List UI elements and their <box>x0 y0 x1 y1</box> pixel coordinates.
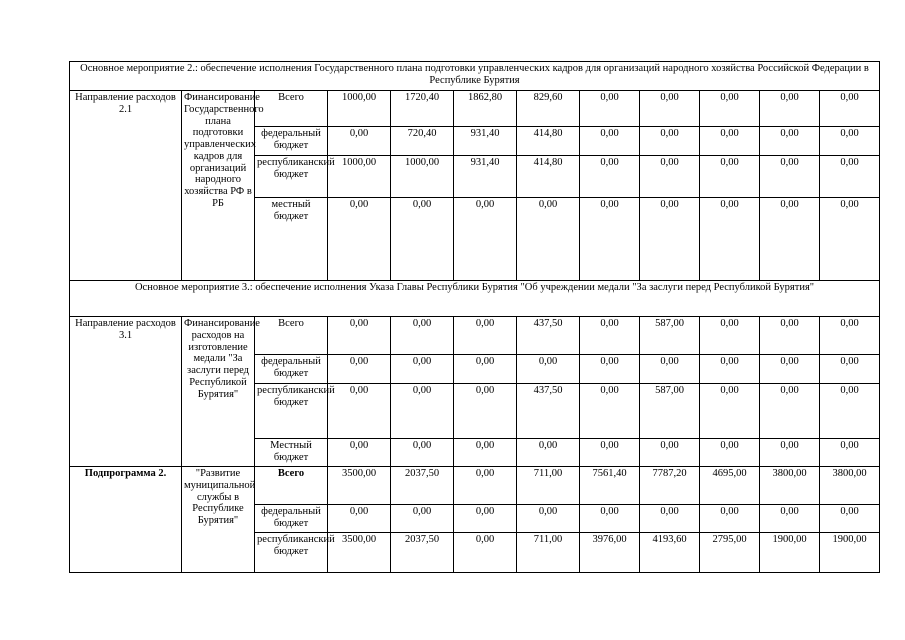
value-cell: 711,00 <box>517 533 580 573</box>
value-cell: 0,00 <box>760 156 820 198</box>
subprogram-description: "Развитие муниципальной службы в Республике Бурятия" <box>182 467 255 573</box>
value-cell: 0,00 <box>391 384 454 439</box>
value-cell: 1720,40 <box>391 91 454 127</box>
source-label: Всего <box>255 91 328 127</box>
value-cell: 0,00 <box>700 384 760 439</box>
value-cell: 0,00 <box>580 127 640 156</box>
value-cell: 414,80 <box>517 156 580 198</box>
value-cell: 0,00 <box>700 439 760 467</box>
value-cell: 0,00 <box>580 198 640 281</box>
value-cell: 2795,00 <box>700 533 760 573</box>
value-cell: 0,00 <box>820 156 880 198</box>
source-label: Местный бюджет <box>255 439 328 467</box>
source-label: Всего <box>255 467 328 505</box>
source-label: федеральный бюджет <box>255 505 328 533</box>
section2-direction: Направление расходов 3.1 <box>70 317 182 467</box>
value-cell: 3500,00 <box>328 467 391 505</box>
value-cell: 0,00 <box>640 156 700 198</box>
value-cell: 0,00 <box>640 355 700 384</box>
value-cell: 0,00 <box>517 198 580 281</box>
value-cell: 0,00 <box>454 467 517 505</box>
value-cell: 1900,00 <box>820 533 880 573</box>
value-cell: 0,00 <box>580 439 640 467</box>
value-cell: 0,00 <box>454 505 517 533</box>
value-cell: 0,00 <box>700 156 760 198</box>
value-cell: 4695,00 <box>700 467 760 505</box>
source-label: федеральный бюджет <box>255 355 328 384</box>
value-cell: 437,50 <box>517 317 580 355</box>
value-cell: 0,00 <box>820 317 880 355</box>
value-cell: 0,00 <box>580 384 640 439</box>
value-cell: 0,00 <box>454 384 517 439</box>
value-cell: 0,00 <box>760 91 820 127</box>
value-cell: 0,00 <box>580 317 640 355</box>
value-cell: 1900,00 <box>760 533 820 573</box>
value-cell: 0,00 <box>328 355 391 384</box>
value-cell: 720,40 <box>391 127 454 156</box>
value-cell: 7561,40 <box>580 467 640 505</box>
value-cell: 0,00 <box>580 91 640 127</box>
source-label: местный бюджет <box>255 198 328 281</box>
value-cell: 0,00 <box>700 317 760 355</box>
value-cell: 931,40 <box>454 156 517 198</box>
value-cell: 0,00 <box>640 198 700 281</box>
value-cell: 1000,00 <box>328 156 391 198</box>
value-cell: 0,00 <box>454 317 517 355</box>
value-cell: 0,00 <box>580 156 640 198</box>
value-cell: 931,40 <box>454 127 517 156</box>
value-cell: 0,00 <box>391 505 454 533</box>
value-cell: 0,00 <box>700 198 760 281</box>
value-cell: 0,00 <box>820 355 880 384</box>
value-cell: 0,00 <box>760 317 820 355</box>
value-cell: 0,00 <box>640 91 700 127</box>
value-cell: 0,00 <box>820 439 880 467</box>
value-cell: 414,80 <box>517 127 580 156</box>
value-cell: 0,00 <box>820 127 880 156</box>
value-cell: 0,00 <box>760 355 820 384</box>
value-cell: 3800,00 <box>760 467 820 505</box>
source-label: федеральный бюджет <box>255 127 328 156</box>
value-cell: 587,00 <box>640 384 700 439</box>
value-cell: 3500,00 <box>328 533 391 573</box>
value-cell: 2037,50 <box>391 467 454 505</box>
value-cell: 0,00 <box>700 127 760 156</box>
source-label: республиканский бюджет <box>255 533 328 573</box>
value-cell: 0,00 <box>820 91 880 127</box>
value-cell: 0,00 <box>454 355 517 384</box>
financing-table <box>69 61 880 573</box>
value-cell: 0,00 <box>454 198 517 281</box>
source-label: республиканский бюджет <box>255 156 328 198</box>
value-cell: 0,00 <box>454 439 517 467</box>
section1-direction: Направление расходов 2.1 <box>70 91 182 281</box>
value-cell: 0,00 <box>700 91 760 127</box>
value-cell: 0,00 <box>640 127 700 156</box>
value-cell: 0,00 <box>454 533 517 573</box>
value-cell: 0,00 <box>820 505 880 533</box>
value-cell: 0,00 <box>517 505 580 533</box>
section1-description: Финансирование Государственного плана подготовки управленческих кадров для организаций народного хозяйства РФ в РБ <box>182 91 255 281</box>
value-cell: 587,00 <box>640 317 700 355</box>
value-cell: 0,00 <box>640 439 700 467</box>
value-cell: 0,00 <box>820 384 880 439</box>
value-cell: 0,00 <box>580 505 640 533</box>
value-cell: 2037,50 <box>391 533 454 573</box>
value-cell: 0,00 <box>328 317 391 355</box>
value-cell: 0,00 <box>328 198 391 281</box>
subprogram-name: Подпрограмма 2. <box>70 467 182 573</box>
value-cell: 0,00 <box>328 127 391 156</box>
value-cell: 1862,80 <box>454 91 517 127</box>
value-cell: 0,00 <box>760 198 820 281</box>
value-cell: 0,00 <box>580 355 640 384</box>
section2-title: Основное мероприятие 3.: обеспечение исполнения Указа Главы Республики Бурятия "Об учреждении медали "За заслуги перед Республикой Бурятия" <box>70 281 880 317</box>
value-cell: 0,00 <box>760 505 820 533</box>
value-cell: 1000,00 <box>328 91 391 127</box>
section1-title: Основное мероприятие 2.: обеспечение исполнения Государственного плана подготовки управленческих кадров для организаций народного хозяйства Российской Федерации в Республике Бурятия <box>70 62 880 91</box>
value-cell: 437,50 <box>517 384 580 439</box>
value-cell: 0,00 <box>517 439 580 467</box>
value-cell: 829,60 <box>517 91 580 127</box>
value-cell: 0,00 <box>760 384 820 439</box>
value-cell: 0,00 <box>391 317 454 355</box>
value-cell: 0,00 <box>640 505 700 533</box>
value-cell: 0,00 <box>391 198 454 281</box>
value-cell: 0,00 <box>700 505 760 533</box>
value-cell: 0,00 <box>391 439 454 467</box>
value-cell: 4193,60 <box>640 533 700 573</box>
value-cell: 0,00 <box>391 355 454 384</box>
section2-description: Финансирование расходов на изготовление медали "За заслуги перед Республикой Бурятия" <box>182 317 255 467</box>
value-cell: 0,00 <box>760 127 820 156</box>
source-label: Всего <box>255 317 328 355</box>
value-cell: 3800,00 <box>820 467 880 505</box>
value-cell: 0,00 <box>700 355 760 384</box>
value-cell: 0,00 <box>820 198 880 281</box>
value-cell: 0,00 <box>328 384 391 439</box>
value-cell: 7787,20 <box>640 467 700 505</box>
value-cell: 0,00 <box>328 439 391 467</box>
value-cell: 0,00 <box>517 355 580 384</box>
value-cell: 3976,00 <box>580 533 640 573</box>
source-label: республиканский бюджет <box>255 384 328 439</box>
value-cell: 0,00 <box>760 439 820 467</box>
value-cell: 0,00 <box>328 505 391 533</box>
value-cell: 711,00 <box>517 467 580 505</box>
value-cell: 1000,00 <box>391 156 454 198</box>
